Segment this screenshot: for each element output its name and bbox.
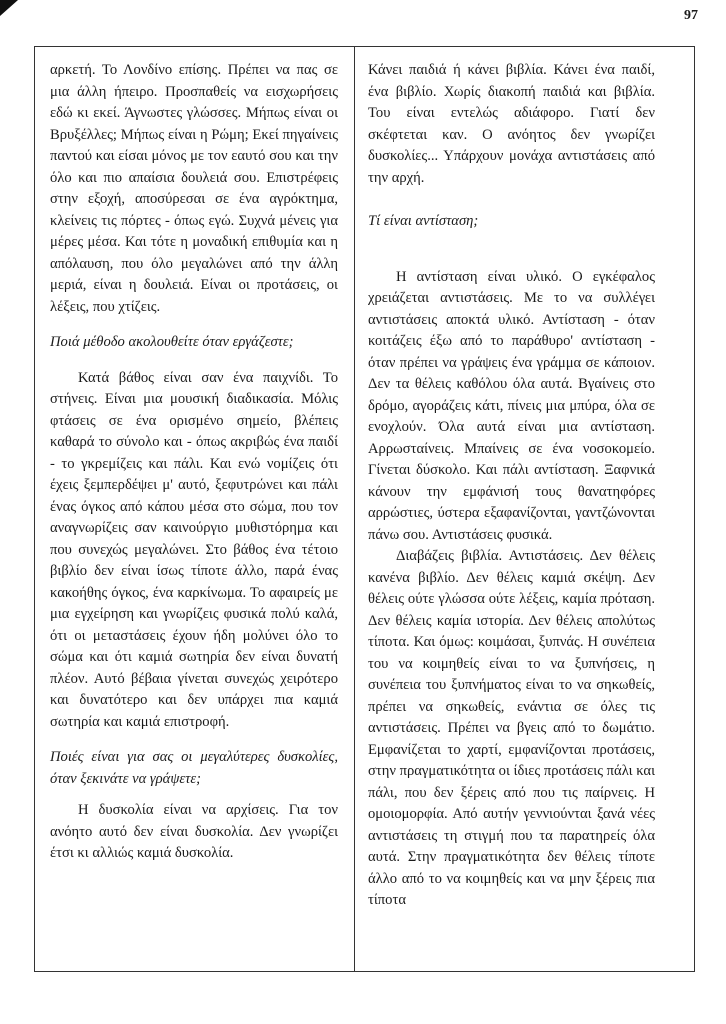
corner-scan-mark [0, 0, 18, 16]
left-question-1: Ποιά μέθοδο ακολουθείτε όταν εργάζεστε; [50, 334, 294, 350]
left-question-2: Ποιές είναι για σας οι μεγαλύτερες δυσκολίες, όταν ξεκινάτε να γράψετε; [50, 749, 338, 787]
page-number: 97 [684, 8, 698, 23]
left-paragraph-3: Η δυσκολία είναι να αρχίσεις. Για τον ανόητο αυτό δεν είναι δυσκολία. Δεν γνωρίζει έτσι κι αλλιώς καμιά δυσκολία. [50, 802, 338, 861]
right-paragraph-3: Διαβάζεις βιβλία. Αντιστάσεις. Δεν θέλεις κανένα βιβλίο. Δεν θέλεις καμιά σκέψη. Δεν θέλεις ούτε γλώσσα ούτε λέξεις, καμία πρόταση. Δεν θέλεις καμία ιστορία. Δεν θέλεις απολύτως τίποτα. Και όμως: κοιμάσαι, ξυπνάς. Η συνέπεια του να κοιμηθείς είναι το να ξυπνήσεις, η συνέπεια του ξυπνήματος είναι το να σηκωθείς, πρέπει να σηκωθείς, ενάντια σε όλες τις αντιστάσεις. Πρέπει να βγεις από το δωμάτιο. Εμφανίζεται το χαρτί, εμφανίζονται προτάσεις, στην πραγματικότητα οι ίδιες προτάσεις πάλι και πάλι, που δεν ξέρεις από που τις παίρνεις. Η ομοιομορφία. Από αυτήν γεννιούνται ξανά νέες αντιστάσεις τη στιγμή που τα παρατηρείς όλα αυτά. Στην πραγματικότητα δεν θέλεις τίποτε άλλο από το να κοιμηθείς και να μην ξέρεις πια τίποτα [368, 548, 655, 908]
left-column [50, 60, 338, 865]
right-question-1: Τί είναι αντίσταση; [368, 213, 479, 229]
right-paragraph-1: Κάνει παιδιά ή κάνει βιβλία. Κάνει ένα παιδί, ένα βιβλίο. Χωρίς διακοπή παιδιά και βιβλία. Του είναι εντελώς αδιάφορο. Γιατί δεν σκέφτεται καν. Ο ανόητος δεν γνωρίζει δυσκολίες... Υπάρχουν μονάχα αντιστάσεις από την αρχή. [368, 62, 655, 186]
column-divider [354, 46, 355, 972]
right-paragraph-2: Η αντίσταση είναι υλικό. Ο εγκέφαλος χρειάζεται αντιστάσεις. Με το να συλλέγει αντιστάσεις αποκτά υλικό. Αντίσταση - όταν κοιτάζεις έξω από το παράθυρο' αντίσταση - όταν πρέπει να γράψεις ένα γράμμα σε κάποιον. Δεν τα θέλεις καθόλου όλα αυτά. Βγαίνεις στο δρόμο, αγοράζεις κάτι, πίνεις μια μπύρα, όλα σε ενοχλούν. Όλα αυτά είναι μια αντίσταση. Αρρωσταίνεις. Μπαίνεις σε ένα νοσοκομείο. Γίνεται δύσκολο. Και πάλι αντίσταση. Ξαφνικά κάνουν την εμφάνισή τους θανατηφόρες αρρώστιες, ύστερα εξαφανίζονται, γαντζώνονται πάνω σου. Αντιστάσεις φυσικά. [368, 268, 655, 543]
left-paragraph-2: Κατά βάθος είναι σαν ένα παιχνίδι. Το στήνεις. Είναι μια μουσική διαδικασία. Μόλις φτάσεις σε ένα ορισμένο σημείο, βλέπεις καθαρά το σύνολο και - όπως ακριβώς ένα παιδί - το γκρεμίζεις και πάλι. Και ενώ νομίζεις ότι έχεις ξεμπερδέψει μ' αυτό, ξεφυτρώνει και πάλι ένας όγκος από κάπου μέσα στο σώμα, που τον αναγνωρίζεις σαν καινούργιο μυθιστόρημα και που συνεχώς μεγαλώνει. Στο βάθος ένα τέτοιο βιβλίο δεν είναι ίσως τίποτε άλλο, παρά ένας κακοήθης όγκος, ένα καρκίνωμα. Το αφαιρείς με μια εγχείρηση και γνωρίζεις φυσικά πολύ καλά, ότι οι μεταστάσεις έχουν ήδη μολύνει όλο το σώμα και ότι καμιά σωτηρία δεν είναι δυνατή πλέον. Αυτό βέβαια γίνεται συνεχώς χειρότερο και δυνατότερο και δεν υπάρχει πια καμιά σωτηρία και καμιά επιστροφή. [50, 369, 338, 730]
left-paragraph-1: αρκετή. Το Λονδίνο επίσης. Πρέπει να πας σε μια άλλη ήπειρο. Προσπαθείς να εισχωρήσεις εδώ κι εκεί. Άγνωστες γλώσσες. Μήπως είναι οι Βρυξέλλες; Μήπως είναι η Ρώμη; Εκεί πηγαίνεις παντού και είσαι μόνος με τον εαυτό σου και την όλο και πιο απαίσια δουλειά σου. Επιστρέφεις στην εξοχή, αποσύρεσαι σε ένα αγρόκτημα, κλείνεις τις πόρτες - όπως εγώ. Συχνά μένεις για μέρες μέσα. Και τότε η μοναδική επιθυμία και η απόλαυση, που όλο μεγαλώνει από την άλλη μεριά, είναι η δουλειά. Είναι οι προτάσεις, οι λέξεις, που χτίζεις. [50, 62, 338, 315]
right-column [368, 60, 655, 912]
